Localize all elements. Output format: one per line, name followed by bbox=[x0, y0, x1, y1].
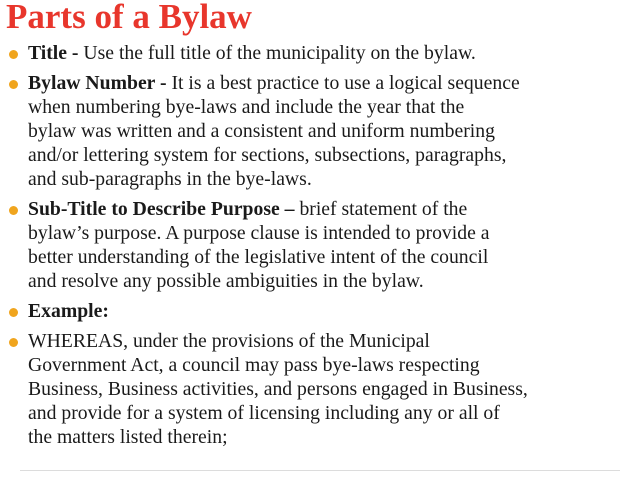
bullet-line: bylaw was written and a consistent and uniform numbering bbox=[28, 120, 495, 142]
bullet-term: Sub-Title to Describe Purpose – bbox=[28, 198, 300, 220]
bullet-sub-title bbox=[6, 197, 626, 293]
bullet-line: and resolve any possible ambiguities in the bylaw. bbox=[28, 270, 424, 292]
bullet-text: It is a best practice to use a logical sequence bbox=[171, 72, 520, 94]
bullet-line bbox=[28, 197, 626, 221]
bullet-example bbox=[6, 299, 626, 323]
bullet-dot-icon bbox=[9, 308, 18, 317]
bullet-line: bylaw’s purpose. A purpose clause is intended to provide a bbox=[28, 222, 490, 244]
slide-title: Parts of a Bylaw bbox=[6, 0, 252, 36]
bullet-line bbox=[28, 299, 626, 323]
bullet-term: Bylaw Number - bbox=[28, 72, 172, 94]
bullet-whereas bbox=[6, 329, 626, 449]
bullet-text: brief statement of the bbox=[299, 198, 468, 220]
bullet-text: Use the full title of the municipality on the bylaw. bbox=[83, 42, 476, 64]
bottom-divider bbox=[20, 470, 620, 471]
bullet-term: Example: bbox=[28, 300, 109, 322]
bullet-line: and provide for a system of licensing including any or all of bbox=[28, 402, 500, 424]
bullet-line: when numbering bye-laws and include the year that the bbox=[28, 96, 465, 118]
bullet-line: Business, Business activities, and persons engaged in Business, bbox=[28, 378, 528, 400]
bullet-line: the matters listed therein; bbox=[28, 426, 228, 448]
bullet-term: Title - bbox=[28, 42, 84, 64]
bullet-line bbox=[28, 71, 626, 95]
bullet-dot-icon bbox=[9, 50, 18, 59]
bullet-line: and/or lettering system for sections, subsections, paragraphs, bbox=[28, 144, 507, 166]
bullet-bylaw-number bbox=[6, 71, 626, 191]
bullet-dot-icon bbox=[9, 206, 18, 215]
bullet-line: better understanding of the legislative intent of the council bbox=[28, 246, 489, 268]
bullet-list bbox=[6, 41, 626, 455]
bullet-line: Government Act, a council may pass bye-laws respecting bbox=[28, 354, 480, 376]
bullet-dot-icon bbox=[9, 338, 18, 347]
bullet-title bbox=[6, 41, 626, 65]
bullet-line: and sub-paragraphs in the bye-laws. bbox=[28, 168, 312, 190]
bullet-line bbox=[28, 41, 626, 65]
bullet-line: WHEREAS, under the provisions of the Municipal bbox=[28, 330, 430, 352]
bullet-dot-icon bbox=[9, 80, 18, 89]
